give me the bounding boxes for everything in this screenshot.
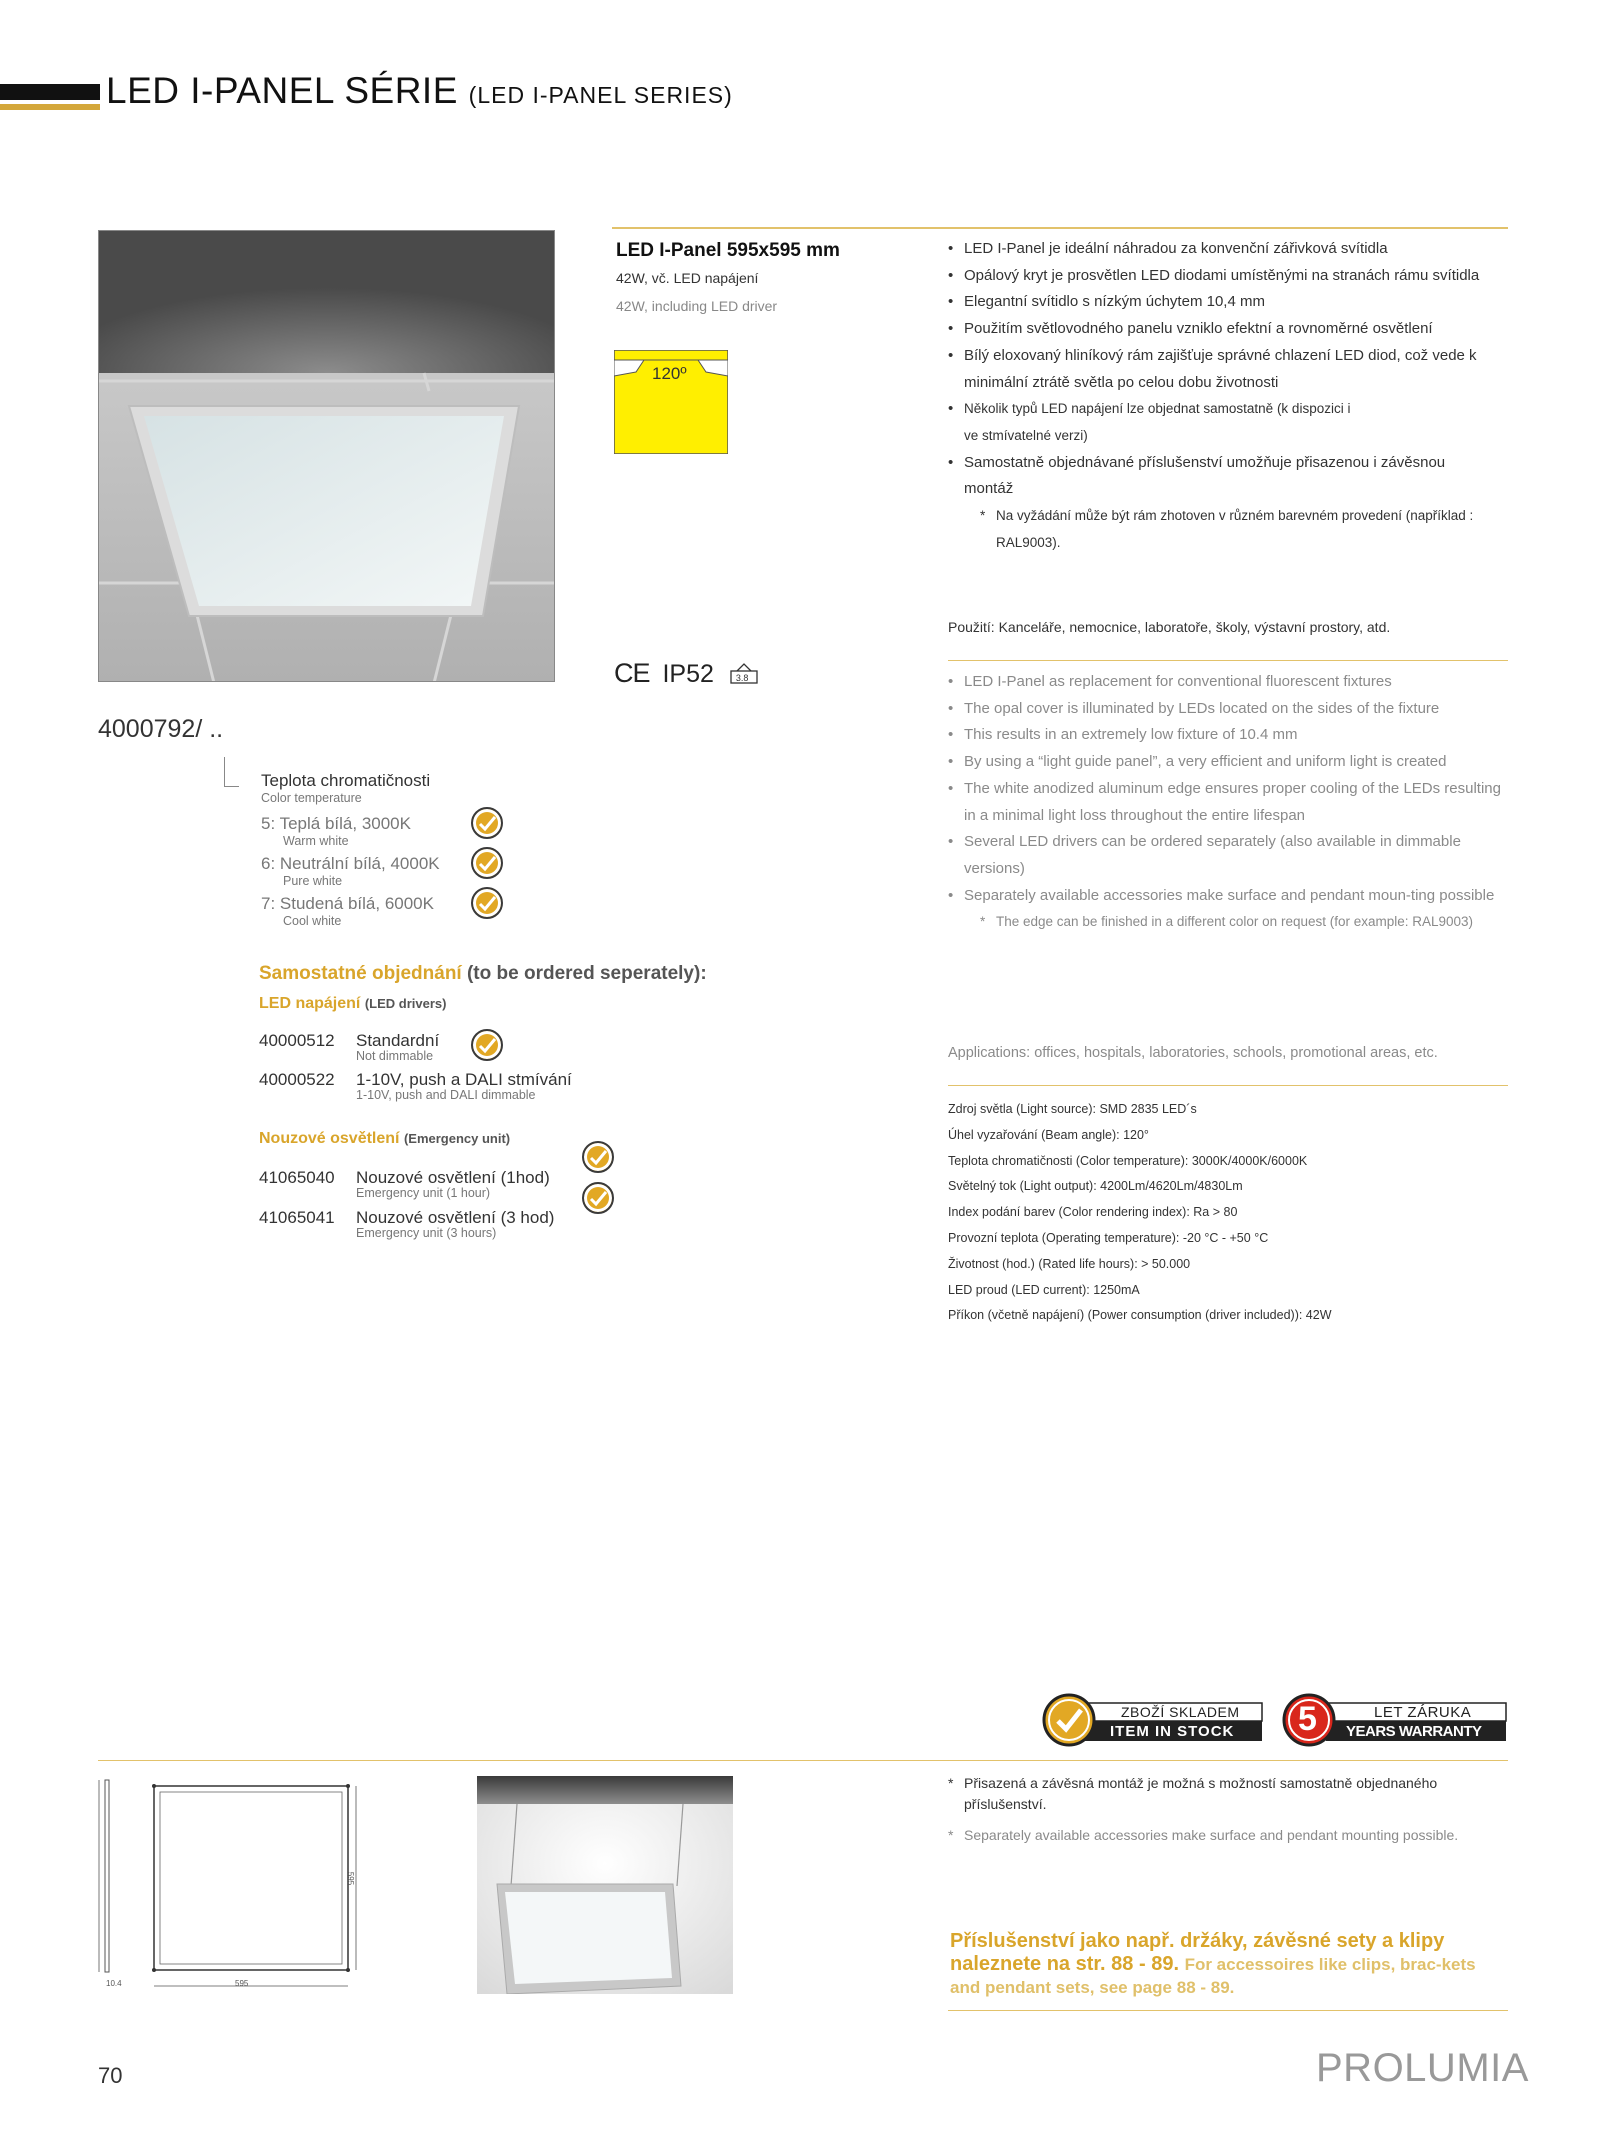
product-photo	[98, 230, 555, 682]
list-item: • Separately available accessories make surface and pendant moun-ting possible	[948, 883, 1556, 910]
height-icon	[727, 661, 761, 685]
pendant-photo	[477, 1776, 733, 1994]
applications-en: Applications: offices, hospitals, laboratories, schools, promotional areas, etc.	[948, 1045, 1438, 1061]
spec-row: Světelný tok (Light output): 4200Lm/4620Lm/4830Lm	[948, 1179, 1243, 1194]
spec-row: Úhel vyzařování (Beam angle): 120°	[948, 1127, 1149, 1142]
list-item: • Several LED drivers can be ordered separately (also available in dimmable versions)	[948, 829, 1556, 882]
warranty-en: YEARS WARRANTY	[1346, 1723, 1482, 1740]
technical-drawing	[98, 1776, 370, 1994]
height-value: 3.8	[735, 673, 749, 683]
check-icon	[471, 887, 503, 919]
page-title	[106, 70, 733, 112]
features-cz	[948, 236, 1536, 556]
emergency-code: 41065041	[259, 1208, 335, 1227]
list-item: • Samostatně objednávané příslušenství umožňuje přisazenou i závěsnou montáž	[948, 450, 1536, 503]
check-icon	[582, 1141, 614, 1173]
beam-angle-value: 120º	[652, 364, 687, 383]
color-option-neutral-sub: Pure white	[283, 874, 343, 888]
warranty-number: 5	[1298, 1700, 1317, 1738]
color-option-neutral: 6: Neutrální bílá, 4000K	[261, 854, 440, 873]
list-item: • Použitím světlovodného panelu vzniklo efektní a rovnoměrné osvětlení	[948, 316, 1536, 343]
color-option-warm-sub: Warm white	[283, 834, 349, 848]
list-item: • Několik typů LED napájení lze objednat samostatně (k dispozici i ve stmívatelné verzi)	[948, 396, 1536, 449]
list-item: • By using a “light guide panel”, a very efficient and uniform light is created	[948, 749, 1556, 776]
dim-height: 595	[346, 1871, 356, 1886]
list-item: • Elegantní svítidlo s nízkým úchytem 10,4 mm	[948, 289, 1536, 316]
divider	[948, 2010, 1508, 2011]
spec-row: Životnost (hod.) (Rated life hours): > 50.000	[948, 1256, 1191, 1271]
spec-row: Provozní teplota (Operating temperature): -20 °C - +50 °C	[948, 1230, 1269, 1245]
code-bracket	[224, 757, 239, 787]
header-bar-gold	[0, 104, 100, 110]
certifications	[614, 658, 761, 689]
spec-row: Zdroj světla (Light source): SMD 2835 LED´s	[948, 1102, 1197, 1116]
emergency-code: 41065040	[259, 1168, 335, 1187]
product-code: 4000792/ ..	[98, 715, 224, 743]
emergency-label: Nouzové osvětlení (3 hod)	[356, 1208, 555, 1227]
in-stock-cz: ZBOŽÍ SKLADEM	[1121, 1704, 1240, 1720]
product-subtitle-en: 42W, including LED driver	[616, 298, 778, 314]
check-icon	[471, 807, 503, 839]
separately-title: Samostatné objednání (to be ordered seperately):	[259, 963, 707, 984]
list-item: • The white anodized aluminum edge ensures proper cooling of the LEDs resulting in a minimal light loss throughout the entire lifespan	[948, 776, 1556, 829]
driver-label: Standardní	[356, 1031, 440, 1050]
color-temp-title: Teplota chromatičnosti	[261, 771, 431, 790]
dim-depth: 10.4	[106, 1979, 122, 1988]
divider	[612, 227, 934, 229]
color-option-cool-sub: Cool white	[283, 914, 342, 928]
in-stock-en: ITEM IN STOCK	[1110, 1723, 1235, 1740]
note-cz: * Na vyžádání může být rám zhotoven v různém barevném provedení (například : RAL9003).	[948, 503, 1536, 556]
color-option-cool: 7: Studená bílá, 6000K	[261, 894, 434, 913]
spec-row: LED proud (LED current): 1250mA	[948, 1282, 1140, 1297]
drivers-title: LED napájení (LED drivers)	[259, 995, 447, 1012]
emergency-label: Nouzové osvětlení (1hod)	[356, 1168, 550, 1187]
page-title-sub: (LED I-PANEL SERIES)	[468, 82, 733, 108]
accessories-note: Příslušenství jako např. držáky, závěsné sety a klipy naleznete na str. 88 - 89. For accessoires like clips, brac-kets and pendant sets, see page 88 - 89.	[950, 1930, 1476, 1997]
header-bar-black	[0, 84, 100, 100]
dim-width: 595	[235, 1979, 249, 1988]
page-title-main: LED I-PANEL SÉRIE	[106, 70, 458, 111]
in-stock-badge	[1042, 1693, 1264, 1747]
color-option-warm: 5: Teplá bílá, 3000K	[261, 814, 411, 833]
driver-sub: 1-10V, push and DALI dimmable	[356, 1088, 536, 1102]
color-temp-title-en: Color temperature	[261, 791, 362, 805]
brand-logo: PROLUMIA	[1316, 2046, 1529, 2090]
applications-cz: Použití: Kanceláře, nemocnice, laboratoře, školy, výstavní prostory, atd.	[948, 619, 1391, 635]
specifications	[948, 1097, 1332, 1329]
product-subtitle-cz: 42W, vč. LED napájení	[616, 270, 759, 286]
note-en: * The edge can be finished in a different color on request (for example: RAL9003)	[948, 909, 1556, 936]
check-icon	[582, 1182, 614, 1214]
list-item: • Opálový kryt je prosvětlen LED diodami umístěnými na stranách rámu svítidla	[948, 263, 1536, 290]
list-item: • LED I-Panel as replacement for conventional fluorescent fixtures	[948, 669, 1556, 696]
spec-row: Teplota chromatičnosti (Color temperature): 3000K/4000K/6000K	[948, 1153, 1308, 1168]
warranty-cz: LET ZÁRUKA	[1374, 1704, 1472, 1721]
footnote-en: * Separately available accessories make surface and pendant mounting possible.	[948, 1827, 1459, 1843]
divider	[934, 227, 1508, 229]
warranty-badge	[1282, 1693, 1508, 1747]
list-item: • LED I-Panel je ideální náhradou za konvenční zářivková svítidla	[948, 236, 1536, 263]
divider	[948, 660, 1508, 661]
list-item: • The opal cover is illuminated by LEDs located on the sides of the fixture	[948, 696, 1556, 723]
spec-row: Index podání barev (Color rendering index): Ra > 80	[948, 1205, 1238, 1220]
page-number: 70	[98, 2063, 123, 2088]
driver-code: 40000522	[259, 1070, 335, 1089]
spec-row: Příkon (včetně napájení) (Power consumption (driver included)): 42W	[948, 1308, 1332, 1323]
emergency-sub: Emergency unit (3 hours)	[356, 1226, 497, 1240]
driver-code: 40000512	[259, 1031, 335, 1050]
divider	[948, 1085, 1508, 1086]
divider	[98, 1760, 1508, 1761]
list-item: • This results in an extremely low fixture of 10.4 mm	[948, 722, 1556, 749]
ip-rating: IP52	[662, 660, 714, 688]
ce-mark-icon: CE	[614, 658, 650, 688]
list-item: • Bílý eloxovaný hliníkový rám zajišťuje správné chlazení LED diod, což vede k minimální ztrátě světla po celou dobu životnosti	[948, 343, 1536, 396]
features-en	[948, 669, 1556, 936]
product-name: LED I-Panel 595x595 mm	[616, 240, 840, 261]
check-icon	[471, 1029, 503, 1061]
footnote-cz: * Přisazená a závěsná montáž je možná s možností samostatně objednaného příslušenství.	[948, 1775, 1438, 1812]
driver-label: 1-10V, push a DALI stmívání	[356, 1070, 572, 1089]
driver-sub: Not dimmable	[356, 1049, 434, 1063]
check-icon	[471, 847, 503, 879]
beam-angle-icon	[614, 350, 728, 454]
emergency-sub: Emergency unit (1 hour)	[356, 1186, 491, 1200]
emergency-title: Nouzové osvětlení (Emergency unit)	[259, 1130, 511, 1147]
